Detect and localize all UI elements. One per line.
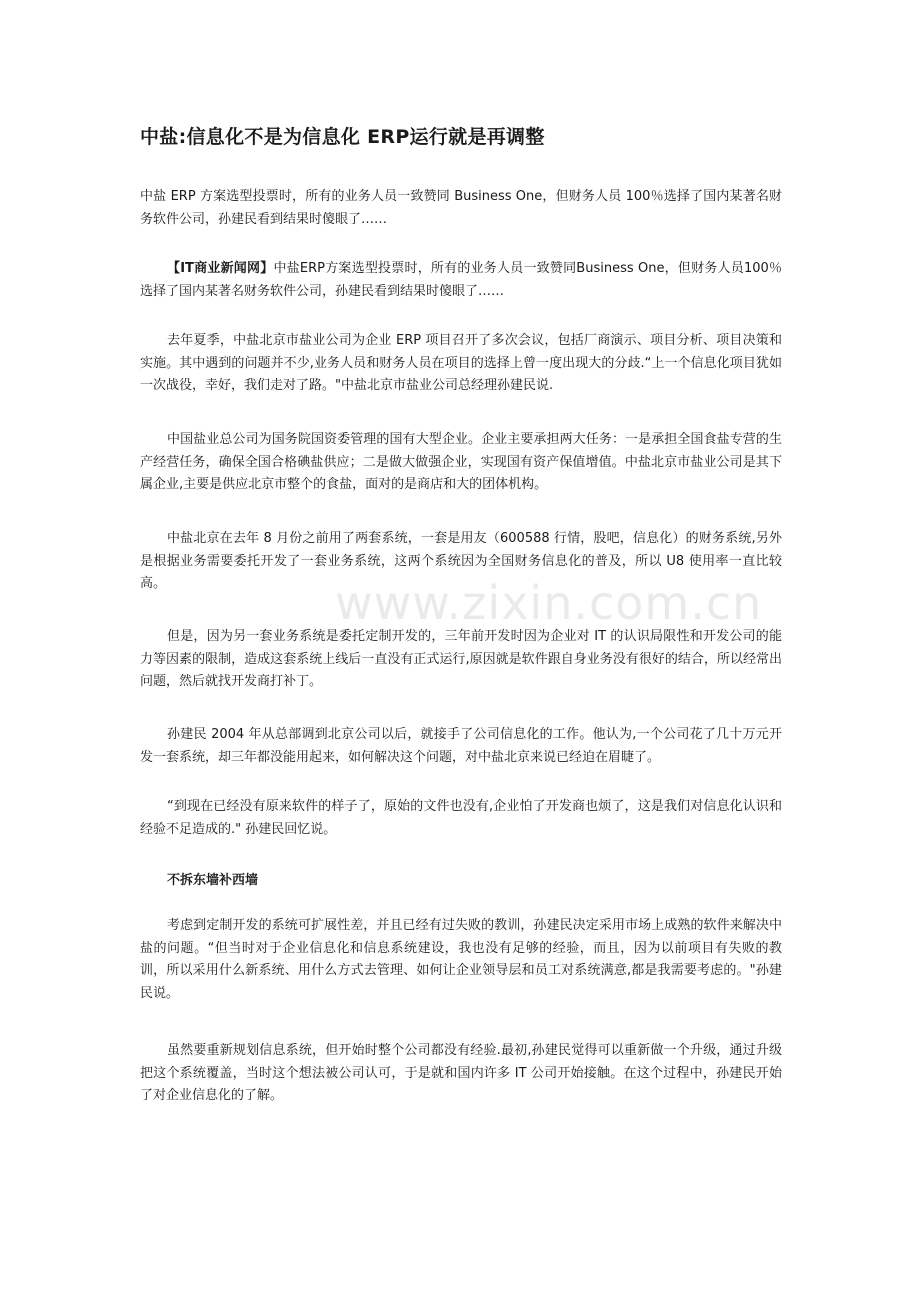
source-tag: 【IT商业新闻网】: [167, 261, 274, 276]
paragraph-4: 中盐北京在去年 8 月份之前用了两套系统，一套是用友（600588 行情，股吧，信息化）的财务系统,另外是根据业务需要委托开发了一套业务系统，这两个系统因为全国财务信息化的普及，所以 U8 使用率一直比较高。: [140, 531, 782, 591]
watermark-text: www.zixin.com.cn: [335, 576, 763, 630]
article-title: 中盐:信息化不是为信息化 ERP运行就是再调整: [140, 126, 545, 148]
paragraph-intro-text: 中盐ERP方案选型投票时，所有的业务人员一致赞同Business One，但财务人员100％选择了国内某著名财务软件公司，孙建民看到结果时傻眼了……: [140, 261, 782, 299]
paragraph-6: 孙建民 2004 年从总部调到北京公司以后，就接手了公司信息化的工作。他认为,一个公司花了几十万元开发一套系统，却三年都没能用起来，如何解决这个问题，对中盐北京来说已经迫在眉睫了。: [140, 727, 782, 765]
paragraph-intro: [140, 258, 782, 303]
paragraph-8: 考虑到定制开发的系统可扩展性差，并且已经有过失败的教训，孙建民决定采用市场上成熟的软件来解决中盐的问题。“但当时对于企业信息化和信息系统建设，我也没有足够的经验，而且，因为以前项目有失败的教训，所以采用什么新系统、用什么方式去管理、如何让企业领导层和员工对系统满意,都是我需要考虑的。"孙建民说。: [140, 918, 782, 1001]
article-lead: 中盐 ERP 方案选型投票时，所有的业务人员一致赞同 Business One，但财务人员 100％选择了国内某著名财务软件公司，孙建民看到结果时傻眼了……: [140, 189, 782, 227]
paragraph-9: 虽然要重新规划信息系统，但开始时整个公司都没有经验.最初,孙建民觉得可以重新做一个升级，通过升级把这个系统覆盖，当时这个想法被公司认可，于是就和国内许多 IT 公司开始接触。在这个过程中，孙建民开始了对企业信息化的了解。: [140, 1043, 782, 1103]
paragraph-3: 中国盐业总公司为国务院国资委管理的国有大型企业。企业主要承担两大任务：一是承担全国食盐专营的生产经营任务，确保全国合格碘盐供应；二是做大做强企业，实现国有资产保值增值。中盐北京市盐业公司是其下属企业,主要是供应北京市整个的食盐，面对的是商店和大的团体机构。: [140, 432, 782, 492]
paragraph-2: 去年夏季，中盐北京市盐业公司为企业 ERP 项目召开了多次会议，包括厂商演示、项目分析、项目决策和实施。其中遇到的问题并不少,业务人员和财务人员在项目的选择上曾一度出现大的分歧.“上一个信息化项目犹如一次战役，幸好，我们走对了路。"中盐北京市盐业公司总经理孙建民说.: [140, 333, 782, 393]
section-subheading: 不拆东墙补西墙: [167, 873, 259, 888]
paragraph-5: 但是，因为另一套业务系统是委托定制开发的，三年前开发时因为企业对 IT 的认识局限性和开发公司的能力等因素的限制，造成这套系统上线后一直没有正式运行,原因就是软件跟自身业务没有很好的结合，所以经常出问题，然后就找开发商打补丁。: [140, 629, 782, 689]
paragraph-7: “到现在已经没有原来软件的样子了，原始的文件也没有,企业怕了开发商也烦了，这是我们对信息化认识和经验不足造成的." 孙建民回忆说。: [140, 799, 782, 837]
